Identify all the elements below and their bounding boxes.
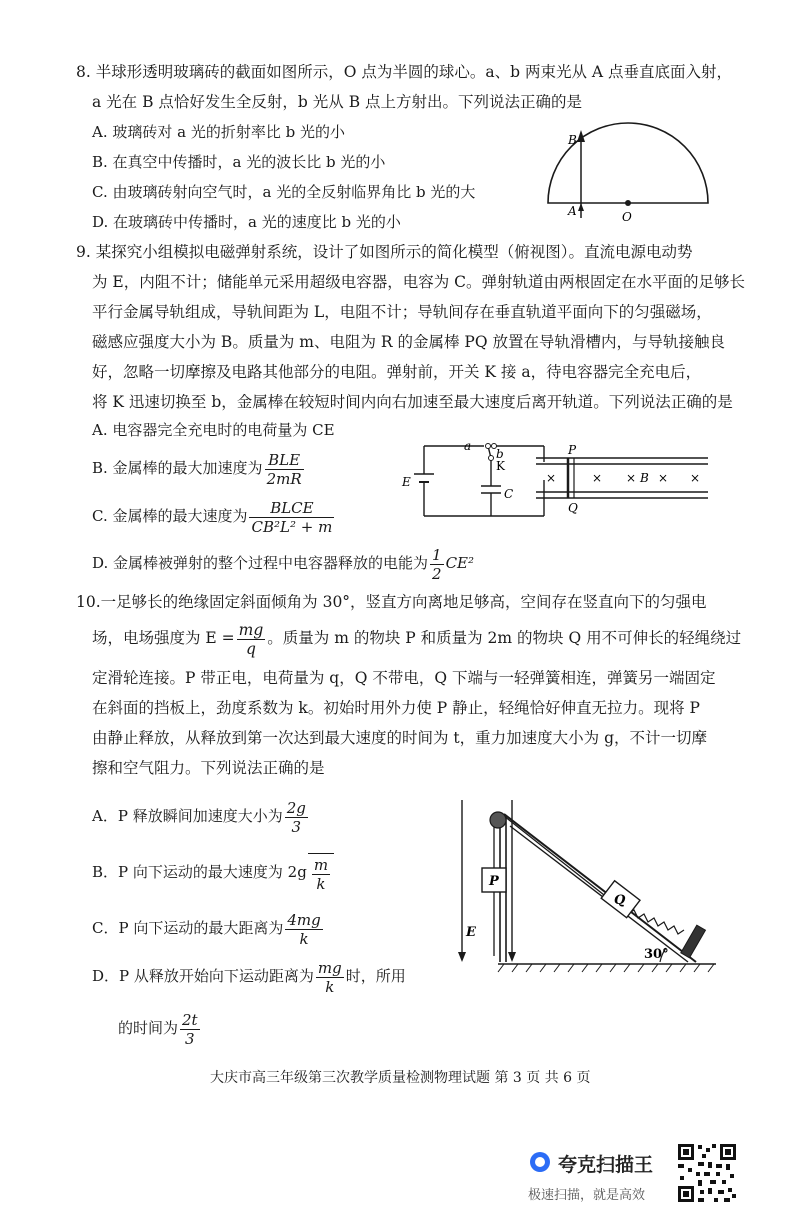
q10-option-a: A．P 释放瞬间加速度大小为 $\frac{2g}{3}$ — [92, 798, 306, 836]
q9-stem-line5: 好，忽略一切摩擦及电路其他部分的电阻。弹射前，开关 K 接 a，待电容器完全充电后， — [92, 363, 702, 381]
q9-field-cross: × — [546, 471, 557, 485]
q10-stem-line3: 定滑轮连接。P 带正电，电荷量为 q，Q 不带电，Q 下端与一轻弹簧相连，弹簧另一端固定 — [92, 669, 716, 687]
q8-label-a: A — [568, 204, 577, 218]
qr-code-icon — [676, 1142, 738, 1204]
q8-stem-line1: 8. 半球形透明玻璃砖的截面如图所示，O 点为半圆的球心。a、b 两束光从 A 点垂直底面入射， — [76, 63, 732, 81]
q10-option-c: C．P 向下运动的最大距离为 $\frac{4mg}{k}$ — [92, 910, 321, 948]
q9-circuit-figure — [396, 436, 716, 526]
scanner-slogan: 极速扫描，就是高效 — [528, 1188, 646, 1203]
q9-stem-line2: 为 E，内阻不计；储能单元采用超级电容器，电容为 C。弹射轨道由两根固定在水平面的足够长 — [92, 273, 746, 291]
q9-field-cross: × — [592, 471, 603, 485]
scanner-brand: 夸克扫描王 — [558, 1154, 654, 1176]
q9-option-b: B. 金属棒的最大加速度为 $\frac{\text{BLE}}{2mR}$ — [92, 450, 302, 488]
q10-option-d-cont: 的时间为 $\frac{2t}{3}$ — [118, 1010, 198, 1048]
page-footer: 大庆市高三年级第三次教学质量检测物理试题 第 3 页 共 6 页 — [210, 1070, 591, 1086]
q10-stem-line6: 擦和空气阻力。下列说法正确的是 — [92, 759, 325, 777]
q10-incline-figure — [448, 796, 724, 980]
scanner-logo-icon — [528, 1150, 552, 1174]
q10-label-p: P — [489, 874, 499, 889]
q8-label-o: O — [622, 210, 632, 224]
q10-option-b: B．P 向下运动的最大速度为 2g $\frac{m}{k}$ — [92, 852, 334, 894]
q9-stem-line1: 9. 某探究小组模拟电磁弹射系统，设计了如图所示的简化模型（俯视图）。直流电源电动势 — [76, 243, 693, 261]
q9-label-p: P — [568, 443, 577, 457]
q8-option-b: B. 在真空中传播时，a 光的波长比 b 光的小 — [92, 153, 386, 171]
q10-stem-line1: 10.一足够长的绝缘固定斜面倾角为 30°，竖直方向离地足够高，空间存在竖直向下的匀强电 — [76, 593, 707, 611]
q8-option-d: D. 在玻璃砖中传播时，a 光的速度比 b 光的小 — [92, 213, 401, 231]
q9-label-k: K — [496, 459, 505, 473]
q10-option-d: D．P 从释放开始向下运动距离为 $\frac{mg}{k}$ 时，所用 — [92, 958, 406, 996]
q8-option-a: A. 玻璃砖对 a 光的折射率比 b 光的小 — [92, 123, 345, 141]
q9-label-a: a — [464, 439, 472, 453]
q9-option-d: D. 金属棒被弹射的整个过程中电容器释放的电能为 $\frac{1}{2}$ CE² — [92, 545, 475, 583]
q9-label-q: Q — [568, 501, 578, 515]
q10-label-e: E — [466, 925, 476, 940]
q9-label-e: E — [402, 475, 411, 489]
q9-option-c: C. 金属棒的最大速度为 $\frac{\text{BLCE}}{\text{CB²L² + m}}$ — [92, 498, 333, 536]
q10-stem-line5: 由静止释放，从释放到第一次达到最大速度的时间为 t，重力加速度大小为 g，不计一切摩 — [92, 729, 708, 747]
q9-field-cross: × — [690, 471, 701, 485]
q9-label-c: C — [504, 487, 514, 501]
q9-option-a: A. 电容器完全充电时的电荷量为 CE — [92, 421, 335, 439]
q9-stem-line3: 平行金属导轨组成，导轨间距为 L，电阻不计；导轨间存在垂直轨道平面向下的匀强磁场， — [92, 303, 712, 321]
q9-label-b: b — [496, 447, 504, 461]
q9-label-field-b: B — [640, 471, 649, 485]
q8-hemisphere-figure — [538, 118, 718, 226]
q10-label-angle: 30° — [644, 947, 669, 962]
q10-stem-line2: 场，电场强度为 E = $\frac{mg}{q}$ 。质量为 m 的物块 P 和质量为 2m 的物块 Q 用不可伸长的轻绳绕过 — [92, 620, 742, 658]
q8-label-b: B — [568, 133, 577, 147]
q8-stem-line2: a 光在 B 点恰好发生全反射，b 光从 B 点上方射出。下列说法正确的是 — [92, 93, 583, 111]
q10-stem-line4: 在斜面的挡板上，劲度系数为 k。初始时用外力使 P 静止，轻绳恰好伸直无拉力。现将 P — [92, 699, 700, 717]
q9-field-cross: × — [626, 471, 637, 485]
q10-label-q: Q — [614, 893, 626, 908]
q9-stem-line6: 将 K 迅速切换至 b，金属棒在较短时间内向右加速至最大速度后离开轨道。下列说法正确的是 — [92, 393, 733, 411]
q8-option-c: C. 由玻璃砖射向空气时，a 光的全反射临界角比 b 光的大 — [92, 183, 476, 201]
q9-field-cross: × — [658, 471, 669, 485]
q9-stem-line4: 磁感应强度大小为 B。质量为 m、电阻为 R 的金属棒 PQ 放置在导轨滑槽内，与导轨接触良 — [92, 333, 725, 351]
